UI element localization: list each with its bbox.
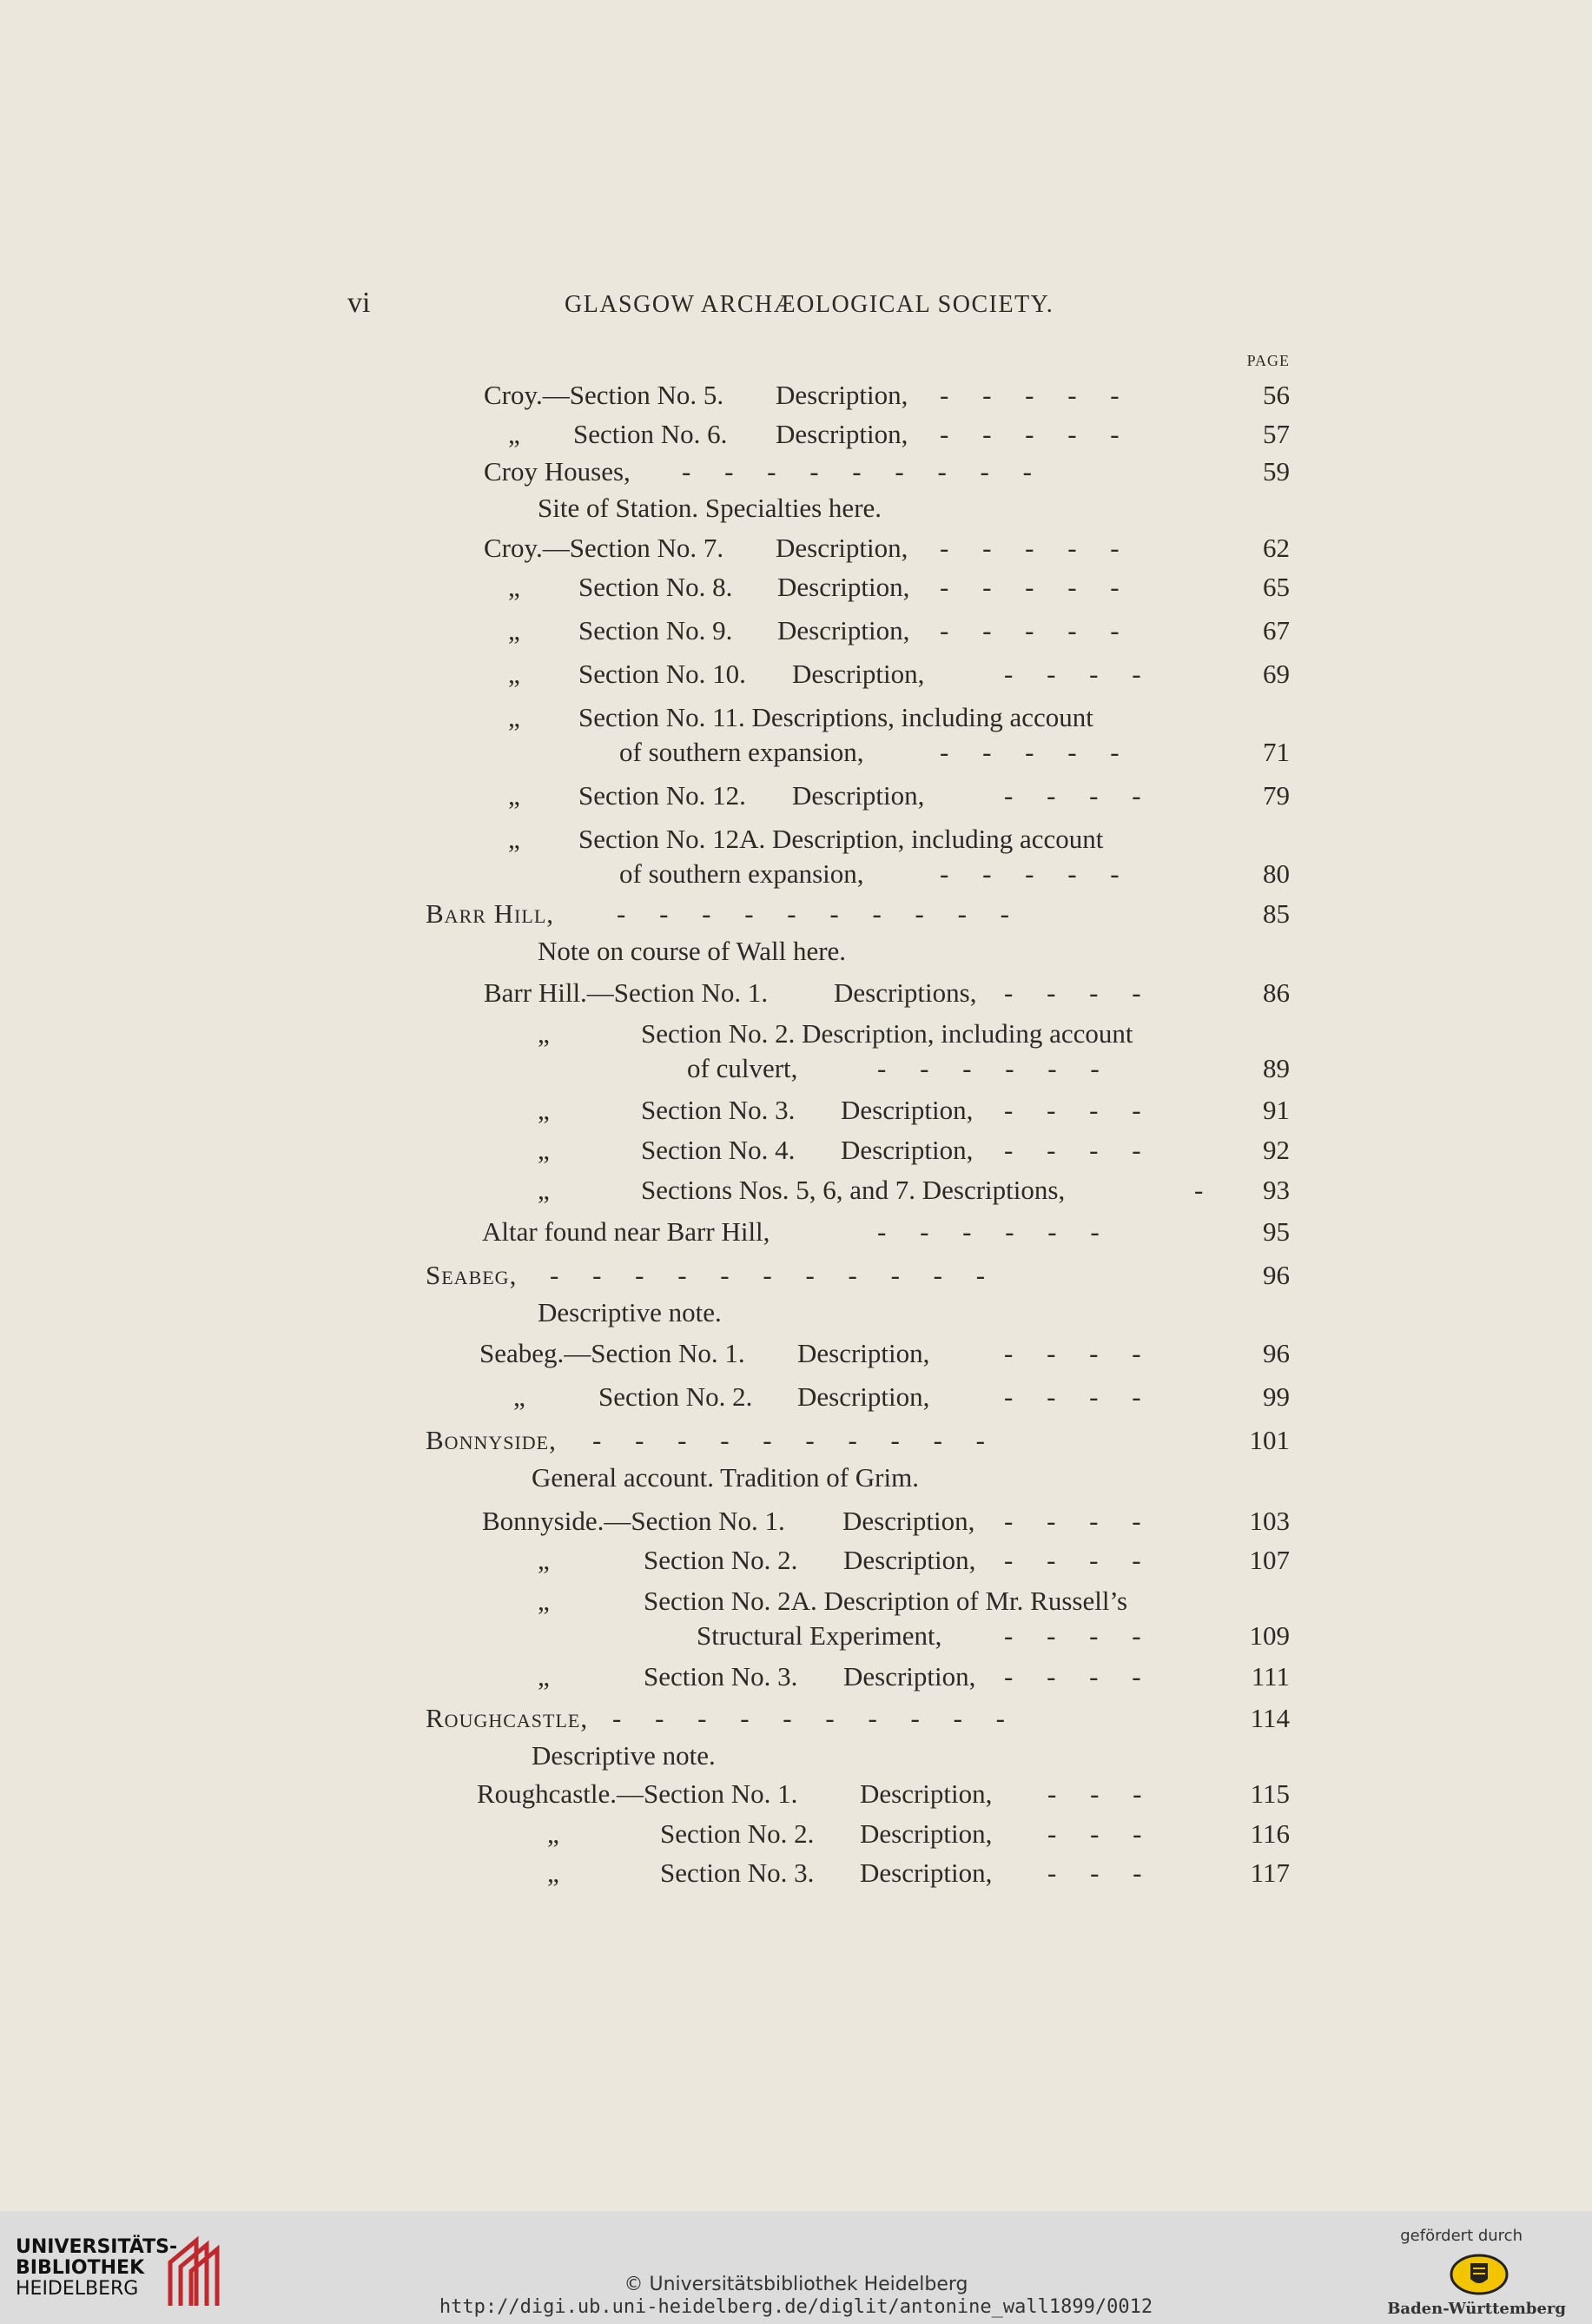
- entry-heading: „: [538, 1586, 550, 1616]
- entry-heading: „: [538, 1545, 550, 1575]
- entry-heading: „: [538, 1175, 550, 1205]
- entry-heading: Barr Hill,: [426, 898, 555, 929]
- entry-text: Section No. 4.: [641, 1135, 796, 1165]
- leader-dots: - - - - -: [940, 615, 1120, 646]
- entry-text: Description,: [792, 659, 925, 689]
- page-column-label: PAGE: [1246, 352, 1290, 369]
- toc-entry: [0, 1703, 1592, 1743]
- entry-heading: Descriptive note.: [532, 1740, 716, 1771]
- toc-entry: [0, 977, 1592, 1017]
- leader-dots: - - - -: [1004, 1506, 1141, 1536]
- page-number[interactable]: 116: [1250, 1818, 1290, 1849]
- entry-heading: of southern expansion,: [619, 858, 864, 889]
- leader-dots: - - - - -: [940, 858, 1120, 889]
- entry-text: Section No. 2. Description, including account: [641, 1018, 1133, 1049]
- entry-heading: Roughcastle.—Section No. 1.: [477, 1778, 798, 1809]
- entry-text: Description,: [841, 1095, 974, 1125]
- entry-heading: „: [513, 1381, 525, 1412]
- toc-entry: [0, 898, 1592, 938]
- page-number[interactable]: 96: [1263, 1260, 1290, 1290]
- toc-entry: [0, 1175, 1592, 1215]
- library-line-1: UNIVERSITÄTS-: [16, 2236, 178, 2258]
- library-line-2: BIBLIOTHEK: [16, 2257, 145, 2279]
- entry-heading: General account. Tradition of Grim.: [532, 1462, 919, 1493]
- leader-dots: - - - -: [1004, 1135, 1141, 1165]
- leader-dots: - - - - - - - - - -: [612, 1703, 1005, 1733]
- leader-dots: - - - - -: [940, 380, 1120, 410]
- toc-entry: [0, 456, 1592, 496]
- leader-dots: - - - -: [1004, 1381, 1141, 1412]
- page-number[interactable]: 114: [1250, 1703, 1290, 1733]
- toc-entry: [0, 1297, 1592, 1337]
- toc-entry: [0, 737, 1592, 777]
- entry-text: Description,: [776, 380, 908, 410]
- toc-entry: [0, 1620, 1592, 1660]
- entry-heading: „: [508, 702, 520, 732]
- entry-heading: „: [538, 1018, 550, 1049]
- leader-dots: - - -: [1047, 1857, 1142, 1888]
- entry-text: Description,: [860, 1818, 993, 1849]
- leader-dots: - - - -: [1004, 1620, 1141, 1651]
- page-number[interactable]: 80: [1263, 858, 1290, 889]
- toc-entry: [0, 1506, 1592, 1546]
- entry-text: Section No. 2A. Description of Mr. Russell’s: [644, 1586, 1128, 1616]
- footer-bar: [0, 2211, 1592, 2324]
- entry-text: Description,: [776, 419, 908, 449]
- page-number[interactable]: 109: [1249, 1620, 1290, 1651]
- toc-entry: [0, 1462, 1592, 1502]
- toc-entry: [0, 1338, 1592, 1378]
- page-number[interactable]: 93: [1263, 1175, 1290, 1205]
- page-number[interactable]: 56: [1263, 380, 1290, 410]
- toc-entry: [0, 380, 1592, 420]
- copyright-notice: © Universitätsbibliothek Heidelberg: [624, 2274, 968, 2295]
- entry-heading: of culvert,: [687, 1053, 798, 1083]
- page-number[interactable]: 85: [1263, 898, 1290, 929]
- toc-entry: [0, 1135, 1592, 1175]
- leader-dots: - - - -: [1004, 780, 1141, 811]
- toc-entry: [0, 1545, 1592, 1585]
- entry-text: Section No. 9.: [578, 615, 733, 646]
- page-number[interactable]: 69: [1263, 659, 1290, 689]
- toc-entry: [0, 1425, 1592, 1465]
- page-number[interactable]: 65: [1263, 572, 1290, 602]
- leader-dots: - - - - -: [940, 419, 1120, 449]
- page-number[interactable]: 117: [1250, 1857, 1290, 1888]
- entry-heading: „: [547, 1818, 559, 1849]
- page-number[interactable]: 89: [1263, 1053, 1290, 1083]
- toc-entry: [0, 1661, 1592, 1701]
- entry-heading: „: [547, 1857, 559, 1888]
- page-number[interactable]: 59: [1263, 456, 1290, 487]
- entry-text: Description,: [776, 533, 908, 563]
- entry-text: Section No. 12.: [578, 780, 746, 811]
- entry-text: Descriptions,: [834, 977, 977, 1008]
- running-title: GLASGOW ARCHÆOLOGICAL SOCIETY.: [565, 291, 1054, 318]
- entry-heading: Croy.—Section No. 5.: [484, 380, 724, 410]
- entry-heading: Seabeg,: [426, 1260, 518, 1290]
- entry-heading: „: [538, 1135, 550, 1165]
- funder-name: Baden-Württemberg: [1387, 2300, 1566, 2318]
- running-header: [347, 287, 1303, 321]
- leader-dots: - - - -: [1004, 1661, 1141, 1692]
- entry-text: Description,: [843, 1661, 976, 1692]
- permalink[interactable]: http://digi.ub.uni-heidelberg.de/diglit/antonine_wall1899/0012: [439, 2296, 1153, 2318]
- page-number[interactable]: 103: [1249, 1506, 1290, 1536]
- entry-heading: Note on course of Wall here.: [538, 936, 847, 966]
- entry-heading: „: [508, 615, 520, 646]
- entry-heading: „: [508, 419, 520, 449]
- leader-dots: - - - - -: [940, 572, 1120, 602]
- leader-dots: - - -: [1047, 1778, 1142, 1809]
- entry-text: Section No. 10.: [578, 659, 746, 689]
- leader-dots: -: [1194, 1175, 1204, 1205]
- entry-text: Section No. 8.: [578, 572, 733, 602]
- entry-heading: Barr Hill.—Section No. 1.: [484, 977, 769, 1008]
- entry-text: Description,: [843, 1545, 976, 1575]
- leader-dots: - - - -: [1004, 1545, 1141, 1575]
- entry-text: Description,: [777, 572, 910, 602]
- entry-text: Section No. 3.: [644, 1661, 798, 1692]
- entry-text: Description,: [792, 780, 925, 811]
- page-number[interactable]: 115: [1250, 1778, 1290, 1809]
- page-number[interactable]: 62: [1263, 533, 1290, 563]
- leader-dots: - - - - - - - - - -: [617, 898, 1009, 929]
- leader-dots: - - - - - -: [877, 1053, 1100, 1083]
- toc-entry: [0, 1381, 1592, 1421]
- entry-text: Sections Nos. 5, 6, and 7. Descriptions,: [641, 1175, 1066, 1205]
- entry-text: Section No. 2.: [660, 1818, 815, 1849]
- entry-text: Description,: [860, 1778, 993, 1809]
- entry-heading: Site of Station. Specialties here.: [538, 493, 882, 523]
- entry-text: Description,: [797, 1381, 930, 1412]
- entry-text: Description,: [842, 1506, 975, 1536]
- leader-dots: - - - -: [1004, 1095, 1141, 1125]
- toc-entry: [0, 780, 1592, 820]
- entry-text: Description,: [777, 615, 910, 646]
- entry-heading: Structural Experiment,: [697, 1620, 942, 1651]
- toc-entry: [0, 572, 1592, 612]
- page-folio: vi: [347, 287, 371, 319]
- leader-dots: - - - - - - - - - -: [592, 1425, 985, 1455]
- page-number[interactable]: 96: [1263, 1338, 1290, 1368]
- entry-text: Description,: [797, 1338, 930, 1368]
- leader-dots: - - - -: [1004, 659, 1141, 689]
- page-number[interactable]: 67: [1263, 615, 1290, 646]
- entry-heading: Seabeg.—Section No. 1.: [479, 1338, 745, 1368]
- entry-heading: „: [538, 1095, 550, 1125]
- toc-entry: [0, 1216, 1592, 1256]
- toc-entry: [0, 1778, 1592, 1818]
- library-line-3: HEIDELBERG: [16, 2278, 139, 2300]
- entry-text: Section No. 3.: [660, 1857, 815, 1888]
- entry-text: Section No. 2.: [598, 1381, 753, 1412]
- entry-heading: „: [508, 572, 520, 602]
- entry-heading: of southern expansion,: [619, 737, 864, 767]
- entry-heading: Descriptive note.: [538, 1297, 722, 1328]
- toc-entry: [0, 1053, 1592, 1093]
- leader-dots: - - -: [1047, 1818, 1142, 1849]
- entry-text: Description,: [841, 1135, 974, 1165]
- leader-dots: - - - - - - - - - - -: [550, 1260, 986, 1290]
- entry-heading: Croy.—Section No. 7.: [484, 533, 724, 563]
- page-number[interactable]: 95: [1263, 1216, 1290, 1247]
- toc-entry: [0, 1260, 1592, 1300]
- toc-entry: [0, 1740, 1592, 1780]
- toc-entry: [0, 615, 1592, 655]
- leader-dots: - - - - -: [940, 737, 1120, 767]
- toc-entry: [0, 419, 1592, 459]
- entry-heading: Altar found near Barr Hill,: [482, 1216, 770, 1247]
- page-number[interactable]: 71: [1263, 737, 1290, 767]
- entry-heading: „: [508, 659, 520, 689]
- entry-heading: „: [538, 1661, 550, 1692]
- leader-dots: - - - - -: [940, 533, 1120, 563]
- toc-entry: [0, 533, 1592, 573]
- leader-dots: - - - - - -: [877, 1216, 1100, 1247]
- entry-heading: „: [508, 780, 520, 811]
- toc-entry: [0, 493, 1592, 533]
- page-number[interactable]: 79: [1263, 780, 1290, 811]
- page-number[interactable]: 111: [1251, 1661, 1290, 1692]
- entry-text: Section No. 2.: [644, 1545, 798, 1575]
- entry-heading: Roughcastle,: [426, 1703, 589, 1733]
- page-number[interactable]: 92: [1263, 1135, 1290, 1165]
- funded-by-label: gefördert durch: [1400, 2227, 1523, 2245]
- toc-entry: [0, 936, 1592, 976]
- entry-heading: Bonnyside,: [426, 1425, 557, 1455]
- leader-dots: - - - -: [1004, 1338, 1141, 1368]
- page-number[interactable]: 57: [1263, 419, 1290, 449]
- page-number[interactable]: 101: [1249, 1425, 1290, 1455]
- entry-text: Description,: [860, 1857, 993, 1888]
- entry-heading: „: [508, 824, 520, 854]
- entry-text: Section No. 12A. Description, including account: [578, 824, 1104, 854]
- page-number[interactable]: 86: [1263, 977, 1290, 1008]
- coat-of-arms-icon: [1449, 2253, 1509, 2296]
- entry-text: Section No. 3.: [641, 1095, 796, 1125]
- entry-heading: Croy Houses,: [484, 456, 631, 487]
- toc-entry: [0, 1818, 1592, 1858]
- entry-text: Section No. 11. Descriptions, including account: [578, 702, 1093, 732]
- toc-entry: [0, 1095, 1592, 1135]
- toc-entry: [0, 858, 1592, 898]
- leader-dots: - - - - - - - - -: [682, 456, 1032, 487]
- page-number[interactable]: 99: [1263, 1381, 1290, 1412]
- toc-entry: [0, 1857, 1592, 1897]
- page-number[interactable]: 91: [1263, 1095, 1290, 1125]
- leader-dots: - - - -: [1004, 977, 1141, 1008]
- entry-heading: Bonnyside.—Section No. 1.: [482, 1506, 785, 1536]
- page-number[interactable]: 107: [1249, 1545, 1290, 1575]
- toc-entry: [0, 659, 1592, 699]
- entry-text: Section No. 6.: [573, 419, 728, 449]
